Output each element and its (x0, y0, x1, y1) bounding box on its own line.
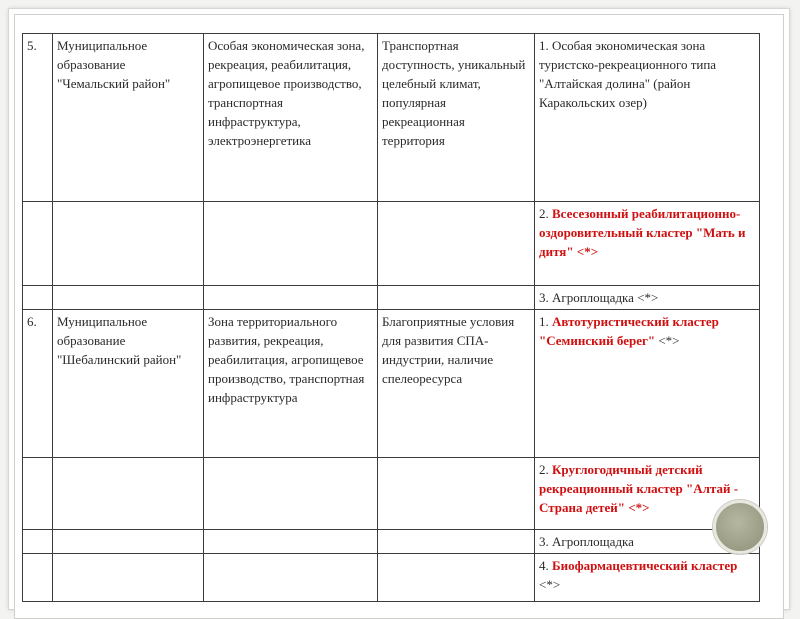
empty-cell (378, 554, 535, 602)
project-name: Всесезонный реабилитационно-оздоровительный кластер "Мать и дитя" (539, 206, 746, 259)
empty-cell (204, 554, 378, 602)
project-name: Биофармацевтический кластер (552, 558, 738, 573)
project-prefix: 4. (539, 558, 552, 573)
project-prefix: 3. (539, 534, 552, 549)
specialization-cell: Зона территориального развития, рекреация, реабилитация, агропищевое производство, транспортная инфраструктура (204, 310, 378, 458)
empty-cell (378, 202, 535, 286)
empty-cell (23, 458, 53, 530)
project-name: Круглогодичный детский рекреационный кластер "Алтай - Страна детей" (539, 462, 739, 515)
empty-cell (53, 530, 204, 554)
project-mark: <*> (539, 577, 561, 592)
project-name: Агроплощадка (552, 534, 634, 549)
project-name: Агроплощадка (552, 290, 634, 305)
project-prefix: 1. (539, 38, 552, 53)
project-mark: <*> (628, 500, 650, 515)
empty-cell (378, 458, 535, 530)
project-mark: <*> (637, 290, 659, 305)
advantages-cell: Транспортная доступность, уникальный целебный климат, популярная рекреационная территория (378, 34, 535, 202)
empty-cell (378, 286, 535, 310)
project-cell (535, 34, 760, 202)
table-row (23, 202, 760, 286)
municipality-cell: Муниципальное образование "Чемальский район" (53, 34, 204, 202)
clusters-table (22, 33, 760, 602)
project-mark: <*> (576, 244, 599, 259)
project-mark: <*> (658, 333, 680, 348)
project-prefix: 1. (539, 314, 552, 329)
row-number: 5. (23, 34, 53, 202)
project-prefix: 2. (539, 462, 552, 477)
empty-cell (204, 202, 378, 286)
table-row (23, 530, 760, 554)
empty-cell (53, 202, 204, 286)
row-number: 6. (23, 310, 53, 458)
project-cell (535, 554, 760, 602)
municipality-cell: Муниципальное образование "Шебалинский район" (53, 310, 204, 458)
table-row (23, 286, 760, 310)
slide-navigation-circle[interactable] (713, 500, 767, 554)
empty-cell (53, 286, 204, 310)
table-row (23, 34, 760, 202)
table-row (23, 554, 760, 602)
empty-cell (23, 286, 53, 310)
project-prefix: 3. (539, 290, 552, 305)
empty-cell (204, 286, 378, 310)
empty-cell (53, 554, 204, 602)
project-prefix: 2. (539, 206, 552, 221)
empty-cell (204, 458, 378, 530)
empty-cell (23, 202, 53, 286)
empty-cell (23, 554, 53, 602)
project-name: Автотуристический кластер "Семинский берег" (539, 314, 719, 348)
table-row (23, 310, 760, 458)
table-row (23, 458, 760, 530)
project-cell (535, 286, 760, 310)
advantages-cell: Благоприятные условия для развития СПА-индустрии, наличие спелеоресурса (378, 310, 535, 458)
empty-cell (23, 530, 53, 554)
project-name: Особая экономическая зона туристско-рекреационного типа "Алтайская долина" (район Каракольских озер) (539, 38, 717, 110)
specialization-cell: Особая экономическая зона, рекреация, реабилитация, агропищевое производство, транспортная инфраструктура, электроэнергетика (204, 34, 378, 202)
empty-cell (53, 458, 204, 530)
project-cell (535, 202, 760, 286)
empty-cell (378, 530, 535, 554)
empty-cell (204, 530, 378, 554)
project-cell (535, 310, 760, 458)
